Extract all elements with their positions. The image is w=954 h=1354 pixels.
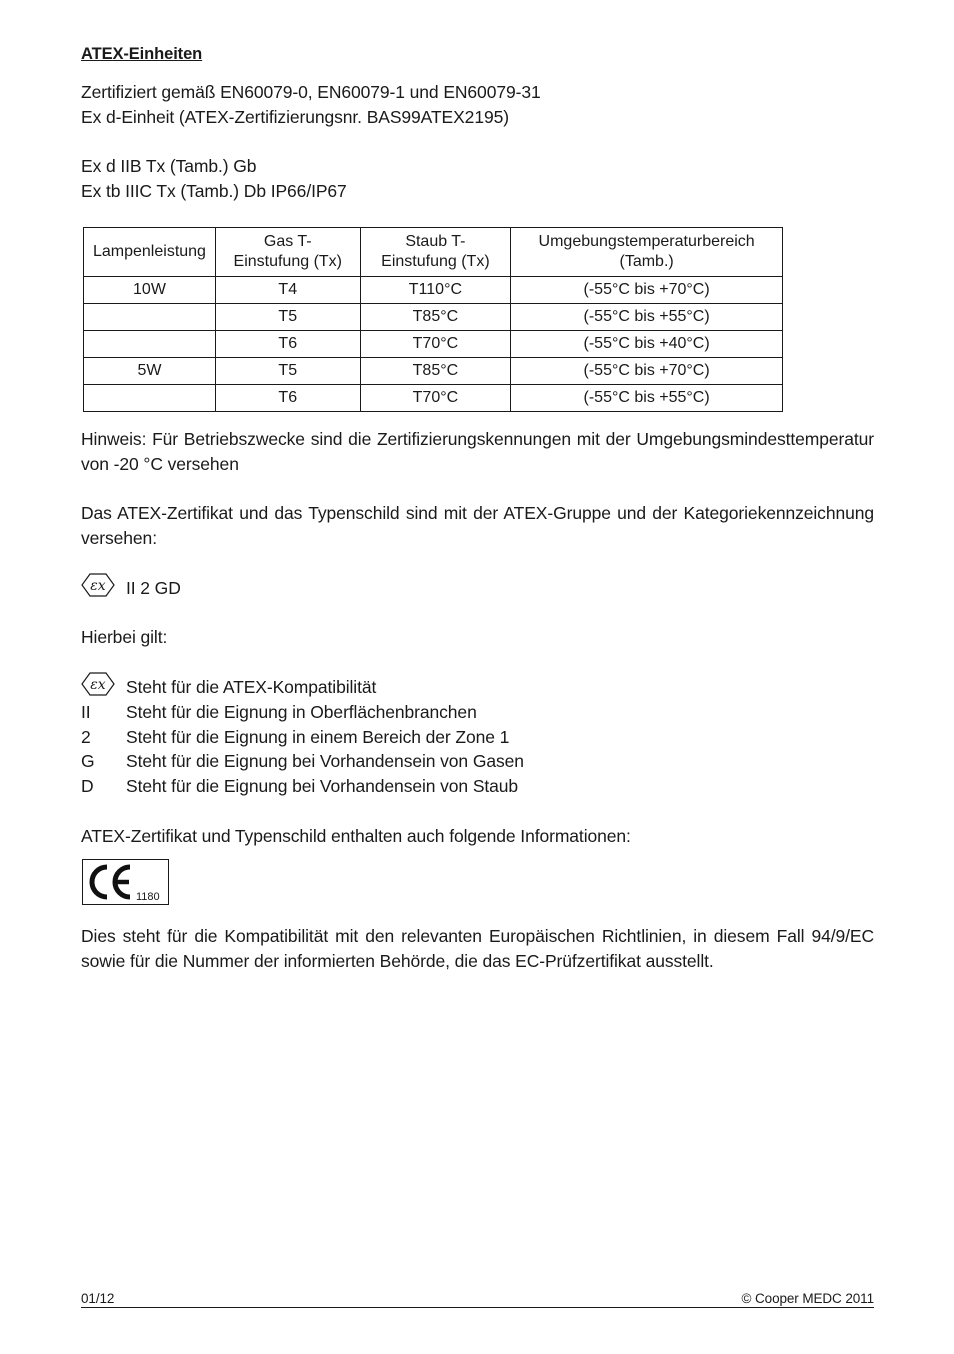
svg-text:εx: εx [90, 578, 106, 594]
info-intro: ATEX-Zertifikat und Typenschild enthalten auch folgende Informationen: [81, 826, 631, 846]
temperature-class-table [83, 227, 783, 412]
header-dust-class: Staub T- Einstufung (Tx) [360, 228, 511, 277]
gas-marking: Ex d IIB Tx (Tamb.) Gb [81, 156, 257, 176]
atex-intro-paragraph: Das ATEX-Zertifikat und das Typenschild sind mit der ATEX-Gruppe und der Kategoriekennzeichnung versehen: [81, 503, 874, 548]
table-header-row [84, 228, 783, 277]
legend-text: Steht für die Eignung bei Vorhandensein von Gasen [126, 751, 524, 771]
legend-text: Steht für die Eignung bei Vorhandensein von Staub [126, 776, 519, 796]
cell-ambient-range: (-55°C bis +70°C) [511, 358, 783, 385]
ce-mark-icon [87, 863, 135, 901]
footer-rule [81, 1307, 874, 1308]
cell-lamp-power: 5W [84, 358, 216, 385]
atex-marking: II 2 GD [126, 578, 181, 598]
certification-standards: Zertifiziert gemäß EN60079-0, EN60079-1 und EN60079-31 [81, 82, 541, 102]
ce-explanation: Dies steht für die Kompatibilität mit den relevanten Europäischen Richtlinien, in diesem Fall 94/9/EC sowie für die Nummer der informierten Behörde, die das EC-Prüfzertifikat ausstellt. [81, 926, 874, 971]
legend-text: Steht für die Eignung in Oberflächenbranchen [126, 702, 477, 722]
footer-copyright: © Cooper MEDC 2011 [741, 1291, 874, 1306]
legend-symbol: D [81, 776, 94, 796]
svg-text:εx: εx [90, 677, 106, 693]
cell-gas-class: T6 [215, 385, 360, 412]
cell-ambient-range: (-55°C bis +70°C) [511, 277, 783, 304]
table-row [84, 304, 783, 331]
note-paragraph: Hinweis: Für Betriebszwecke sind die Zertifizierungskennungen mit der Umgebungsmindesttemperatur von -20 °C versehen [81, 429, 874, 474]
header-lamp-power: Lampenleistung [84, 228, 216, 277]
dust-marking: Ex tb IIIC Tx (Tamb.) Db IP66/IP67 [81, 181, 347, 201]
cell-gas-class: T5 [215, 304, 360, 331]
cell-lamp-power: 10W [84, 277, 216, 304]
ex-hexagon-icon [81, 671, 115, 697]
table-row [84, 358, 783, 385]
cell-lamp-power [84, 385, 216, 412]
cell-lamp-power [84, 304, 216, 331]
table-row [84, 385, 783, 412]
legend-symbol: II [81, 702, 91, 722]
cell-gas-class: T5 [215, 358, 360, 385]
cell-dust-class: T70°C [360, 331, 511, 358]
header-ambient-range: Umgebungstemperaturbereich (Tamb.) [511, 228, 783, 277]
legend-symbol: G [81, 751, 95, 771]
table-row [84, 277, 783, 304]
cell-dust-class: T110°C [360, 277, 511, 304]
header-gas-class: Gas T- Einstufung (Tx) [215, 228, 360, 277]
certificate-number: Ex d-Einheit (ATEX-Zertifizierungsnr. BAS99ATEX2195) [81, 107, 509, 127]
cell-dust-class: T70°C [360, 385, 511, 412]
cell-ambient-range: (-55°C bis +55°C) [511, 304, 783, 331]
hierbei-label: Hierbei gilt: [81, 627, 168, 647]
cell-gas-class: T6 [215, 331, 360, 358]
legend-text: Steht für die ATEX-Kompatibilität [126, 677, 377, 697]
cell-dust-class: T85°C [360, 304, 511, 331]
cell-lamp-power [84, 331, 216, 358]
table-row [84, 331, 783, 358]
notified-body-number: 1180 [136, 891, 160, 903]
cell-dust-class: T85°C [360, 358, 511, 385]
ex-hexagon-icon [81, 572, 115, 598]
cell-ambient-range: (-55°C bis +55°C) [511, 385, 783, 412]
legend-text: Steht für die Eignung in einem Bereich der Zone 1 [126, 727, 510, 747]
section-heading: ATEX-Einheiten [81, 45, 203, 63]
cell-ambient-range: (-55°C bis +40°C) [511, 331, 783, 358]
ce-mark-box [82, 859, 169, 905]
legend-symbol: 2 [81, 727, 91, 747]
footer-page-number: 01/12 [81, 1291, 115, 1306]
cell-gas-class: T4 [215, 277, 360, 304]
